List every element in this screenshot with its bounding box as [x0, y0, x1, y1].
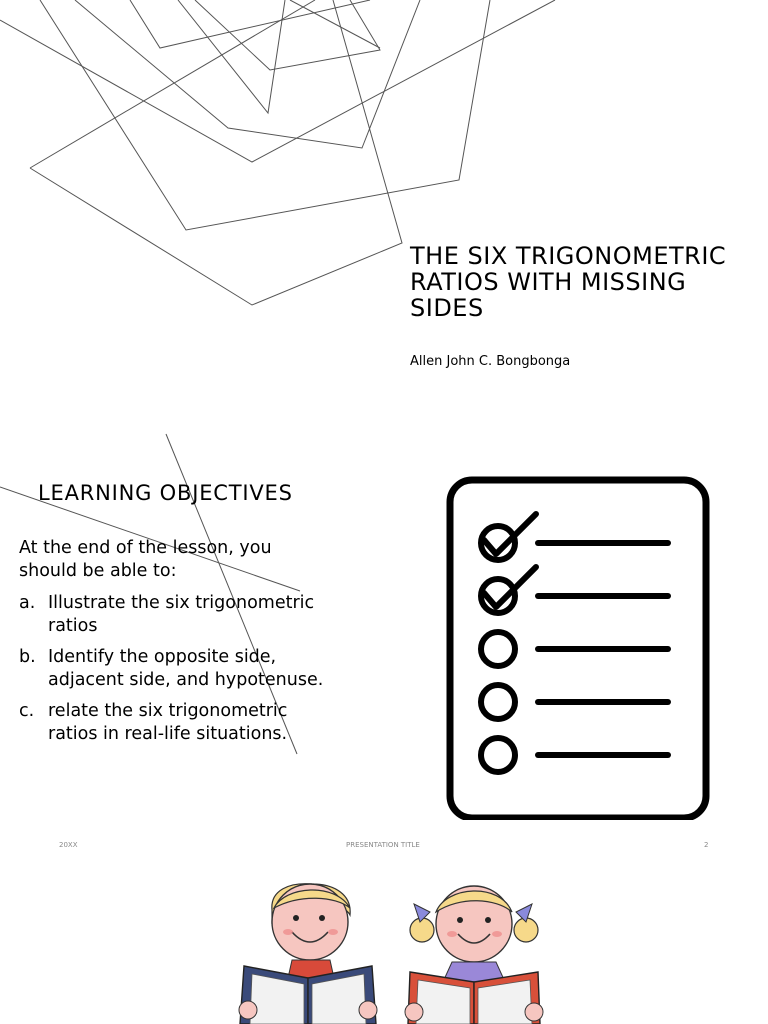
intro-text: At the end of the lesson, you should be able to:	[19, 538, 272, 581]
objective-text: relate the six trigonometric ratios in real-life situations.	[48, 701, 288, 744]
objective-text: Identify the opposite side, adjacent side, and hypotenuse.	[48, 647, 324, 690]
author-name: Allen John C. Bongbonga	[410, 354, 571, 369]
objective-text: Illustrate the six trigonometric ratios	[48, 593, 315, 636]
objective-marker: a.	[19, 593, 36, 613]
geometric-line-decoration	[0, 0, 768, 420]
footer-page-number: 2	[704, 841, 709, 849]
title-slide	[0, 0, 768, 420]
slide-title: THE SIX TRIGONOMETRIC RATIOS WITH MISSING SIDES	[410, 242, 727, 322]
children-reading-illustration	[0, 860, 768, 1024]
objective-item	[19, 700, 339, 746]
footer-date: 20XX	[59, 841, 78, 849]
objectives-list	[19, 592, 339, 754]
section-heading: LEARNING OBJECTIVES	[38, 481, 293, 505]
objective-item	[19, 592, 339, 638]
footer-title: PRESENTATION TITLE	[346, 841, 420, 849]
objective-marker: c.	[19, 701, 35, 721]
boy-figure	[239, 884, 377, 1024]
objective-item	[19, 646, 339, 692]
girl-figure	[405, 886, 543, 1024]
objectives-slide	[0, 420, 768, 860]
objective-marker: b.	[19, 647, 36, 667]
checklist-icon	[440, 470, 712, 820]
illustration-slide	[0, 860, 768, 1024]
